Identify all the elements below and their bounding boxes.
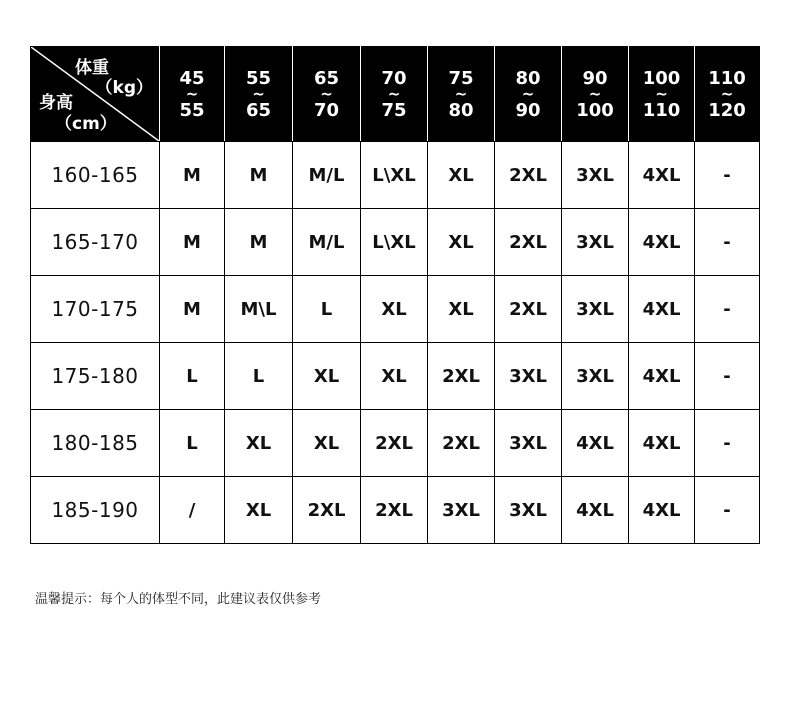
size-cell: XL [361, 276, 428, 343]
size-cell: XL [428, 142, 495, 209]
height-unit: （cm） [55, 114, 117, 134]
size-cell: 3XL [428, 477, 495, 544]
height-label: 身高 [39, 93, 73, 113]
size-cell: 4XL [562, 410, 629, 477]
size-cell: M [160, 209, 225, 276]
size-cell: 2XL [428, 410, 495, 477]
size-cell: XL [428, 209, 495, 276]
height-range-cell: 180-185 [31, 410, 160, 477]
size-cell: 2XL [495, 209, 562, 276]
size-cell: 3XL [562, 276, 629, 343]
size-cell: 4XL [629, 410, 695, 477]
table-row [31, 142, 760, 209]
size-cell: XL [361, 343, 428, 410]
corner-header [31, 47, 160, 142]
size-cell: XL [225, 410, 293, 477]
size-cell: M [225, 142, 293, 209]
size-cell: - [695, 142, 760, 209]
header-row [31, 47, 760, 142]
table-row [31, 477, 760, 544]
size-cell: M\L [225, 276, 293, 343]
size-cell: 3XL [495, 410, 562, 477]
table-row [31, 410, 760, 477]
table-row [31, 276, 760, 343]
size-cell: 4XL [562, 477, 629, 544]
size-cell: 3XL [562, 209, 629, 276]
size-cell: 4XL [629, 343, 695, 410]
table-row [31, 343, 760, 410]
size-cell: 2XL [361, 477, 428, 544]
size-cell: - [695, 209, 760, 276]
size-cell: L\XL [361, 209, 428, 276]
size-cell: 3XL [495, 477, 562, 544]
size-cell: - [695, 410, 760, 477]
height-range-cell: 170-175 [31, 276, 160, 343]
size-cell: - [695, 477, 760, 544]
size-cell: L [225, 343, 293, 410]
size-cell: 4XL [629, 209, 695, 276]
size-cell: / [160, 477, 225, 544]
weight-column-header: 70 ~ 75 [361, 47, 428, 142]
height-range-cell: 175-180 [31, 343, 160, 410]
weight-column-header: 100 ~ 110 [629, 47, 695, 142]
size-cell: L [293, 276, 361, 343]
weight-unit: （kg） [95, 78, 153, 98]
height-range-cell: 185-190 [31, 477, 160, 544]
size-cell: XL [225, 477, 293, 544]
table-row [31, 209, 760, 276]
weight-column-header: 65 ~ 70 [293, 47, 361, 142]
size-cell: M [160, 142, 225, 209]
size-cell: 4XL [629, 142, 695, 209]
height-range-cell: 165-170 [31, 209, 160, 276]
size-cell: - [695, 343, 760, 410]
size-cell: L [160, 343, 225, 410]
weight-column-header: 80 ~ 90 [495, 47, 562, 142]
size-cell: - [695, 276, 760, 343]
size-cell: 2XL [495, 276, 562, 343]
sizing-tip-note: 温馨提示：每个人的体型不同，此建议表仅供参考 [35, 592, 322, 607]
size-cell: XL [293, 343, 361, 410]
height-range-cell: 160-165 [31, 142, 160, 209]
size-cell: 3XL [495, 343, 562, 410]
size-cell: M/L [293, 142, 361, 209]
size-cell: 4XL [629, 477, 695, 544]
weight-label: 体重 [75, 58, 109, 78]
size-cell: XL [428, 276, 495, 343]
size-cell: M/L [293, 209, 361, 276]
size-cell: 3XL [562, 142, 629, 209]
size-chart-table [30, 46, 760, 544]
weight-column-header: 90 ~ 100 [562, 47, 629, 142]
size-cell: 2XL [361, 410, 428, 477]
size-cell: XL [293, 410, 361, 477]
weight-column-header: 45 ~ 55 [160, 47, 225, 142]
size-cell: M [160, 276, 225, 343]
size-cell: M [225, 209, 293, 276]
size-cell: L\XL [361, 142, 428, 209]
weight-column-header: 110 ~ 120 [695, 47, 760, 142]
size-cell: 2XL [428, 343, 495, 410]
weight-column-header: 75 ~ 80 [428, 47, 495, 142]
size-cell: 2XL [495, 142, 562, 209]
size-cell: L [160, 410, 225, 477]
size-cell: 3XL [562, 343, 629, 410]
weight-column-header: 55 ~ 65 [225, 47, 293, 142]
size-cell: 4XL [629, 276, 695, 343]
size-cell: 2XL [293, 477, 361, 544]
